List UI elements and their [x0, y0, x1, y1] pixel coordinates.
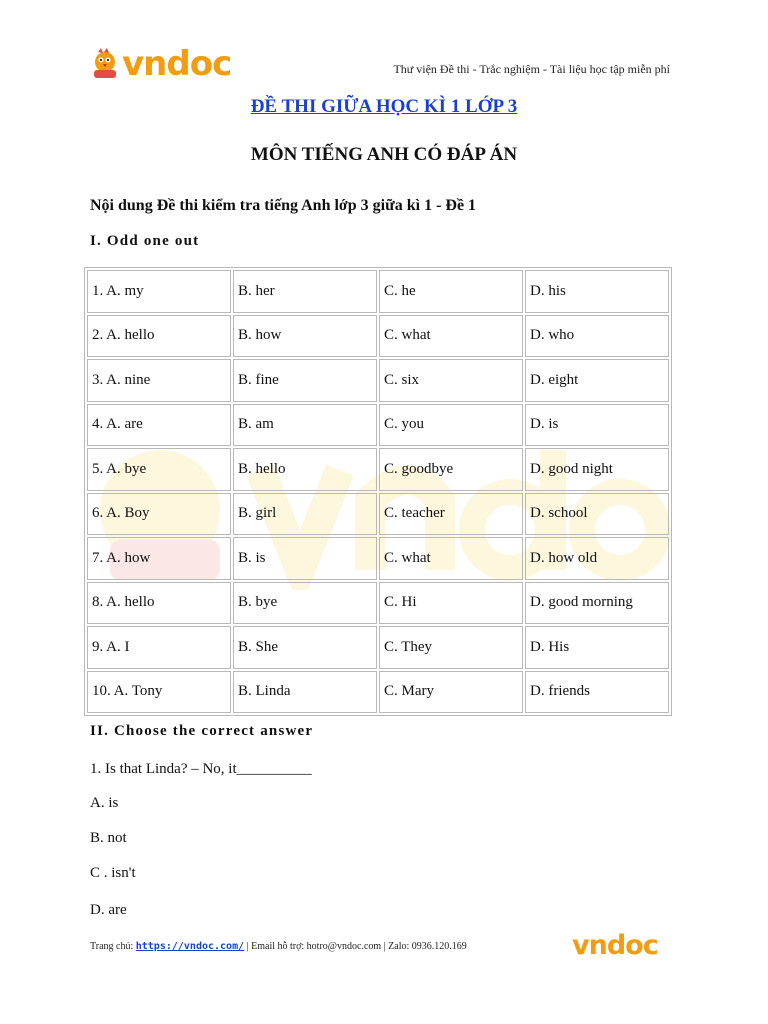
table-cell: D. good night [525, 448, 669, 491]
table-cell: D. is [525, 404, 669, 447]
page-subtitle: MÔN TIẾNG ANH CÓ ĐÁP ÁN [250, 144, 518, 165]
table-cell: B. how [233, 315, 377, 358]
table-cell: 2. A. hello [87, 315, 231, 358]
header-tagline: Thư viện Đề thi - Trắc nghiệm - Tài liệu học tập miễn phí [393, 62, 670, 76]
table-row [87, 537, 669, 580]
intro-text: Nội dung Đề thi kiểm tra tiếng Anh lớp 3 giữa kì 1 - Đề 1 [90, 197, 477, 214]
table-cell: B. Linda [233, 671, 377, 714]
table-cell: D. eight [525, 359, 669, 402]
table-cell: 5. A. bye [87, 448, 231, 491]
table-cell: C. he [379, 270, 523, 313]
footer-home-link[interactable]: https://vndoc.com/ [135, 941, 245, 952]
option-b: B. not [90, 830, 127, 846]
table-row [87, 671, 669, 714]
table-cell: D. His [525, 626, 669, 669]
table-cell: B. am [233, 404, 377, 447]
table-cell: C. what [379, 315, 523, 358]
page-header [90, 44, 670, 84]
table-cell: B. is [233, 537, 377, 580]
table-cell: B. She [233, 626, 377, 669]
table-row [87, 493, 669, 536]
table-cell: 8. A. hello [87, 582, 231, 625]
section-heading-odd-one-out: I. Odd one out [90, 233, 200, 249]
section-heading-choose-answer: II. Choose the correct answer [90, 723, 314, 739]
table-row [87, 582, 669, 625]
table-cell: D. how old [525, 537, 669, 580]
table-cell: 3. A. nine [87, 359, 231, 402]
table-cell: B. fine [233, 359, 377, 402]
table-cell: D. friends [525, 671, 669, 714]
table-cell: 4. A. are [87, 404, 231, 447]
question-1: 1. Is that Linda? – No, it__________ [90, 761, 312, 777]
table-cell: B. hello [233, 448, 377, 491]
option-a: A. is [90, 795, 119, 811]
table-cell: B. bye [233, 582, 377, 625]
vndoc-logo[interactable] [90, 44, 231, 84]
option-d: D. are [90, 902, 127, 918]
table-row [87, 448, 669, 491]
table-cell: C. They [379, 626, 523, 669]
table-cell: C. Mary [379, 671, 523, 714]
table-cell: D. good morning [525, 582, 669, 625]
mascot-icon [90, 48, 120, 80]
table-cell: C. you [379, 404, 523, 447]
table-cell: C. teacher [379, 493, 523, 536]
table-cell: D. school [525, 493, 669, 536]
table-row [87, 315, 669, 358]
footer-prefix: Trang chủ: [90, 941, 136, 952]
table-row [87, 404, 669, 447]
table-cell: C. Hi [379, 582, 523, 625]
table-cell: C. six [379, 359, 523, 402]
table-cell: D. his [525, 270, 669, 313]
table-cell: B. her [233, 270, 377, 313]
table-row [87, 626, 669, 669]
table-cell: 6. A. Boy [87, 493, 231, 536]
table-cell: 10. A. Tony [87, 671, 231, 714]
option-c: C . isn't [90, 865, 136, 881]
logo-text: vndoc [122, 44, 232, 84]
footer-logo[interactable]: vndoc [572, 930, 658, 961]
table-cell: 9. A. I [87, 626, 231, 669]
odd-one-out-table [84, 267, 672, 716]
table-row [87, 270, 669, 313]
table-cell: C. goodbye [379, 448, 523, 491]
footer-contact: | Email hỗ trợ: hotro@vndoc.com | Zalo: 0936.120.169 [244, 941, 467, 952]
page-footer [90, 941, 467, 952]
page-title[interactable]: ĐỀ THI GIỮA HỌC KÌ 1 LỚP 3 [250, 96, 518, 117]
table-cell: 7. A. how [87, 537, 231, 580]
table-cell: 1. A. my [87, 270, 231, 313]
table-cell: D. who [525, 315, 669, 358]
table-cell: C. what [379, 537, 523, 580]
table-cell: B. girl [233, 493, 377, 536]
table-row [87, 359, 669, 402]
